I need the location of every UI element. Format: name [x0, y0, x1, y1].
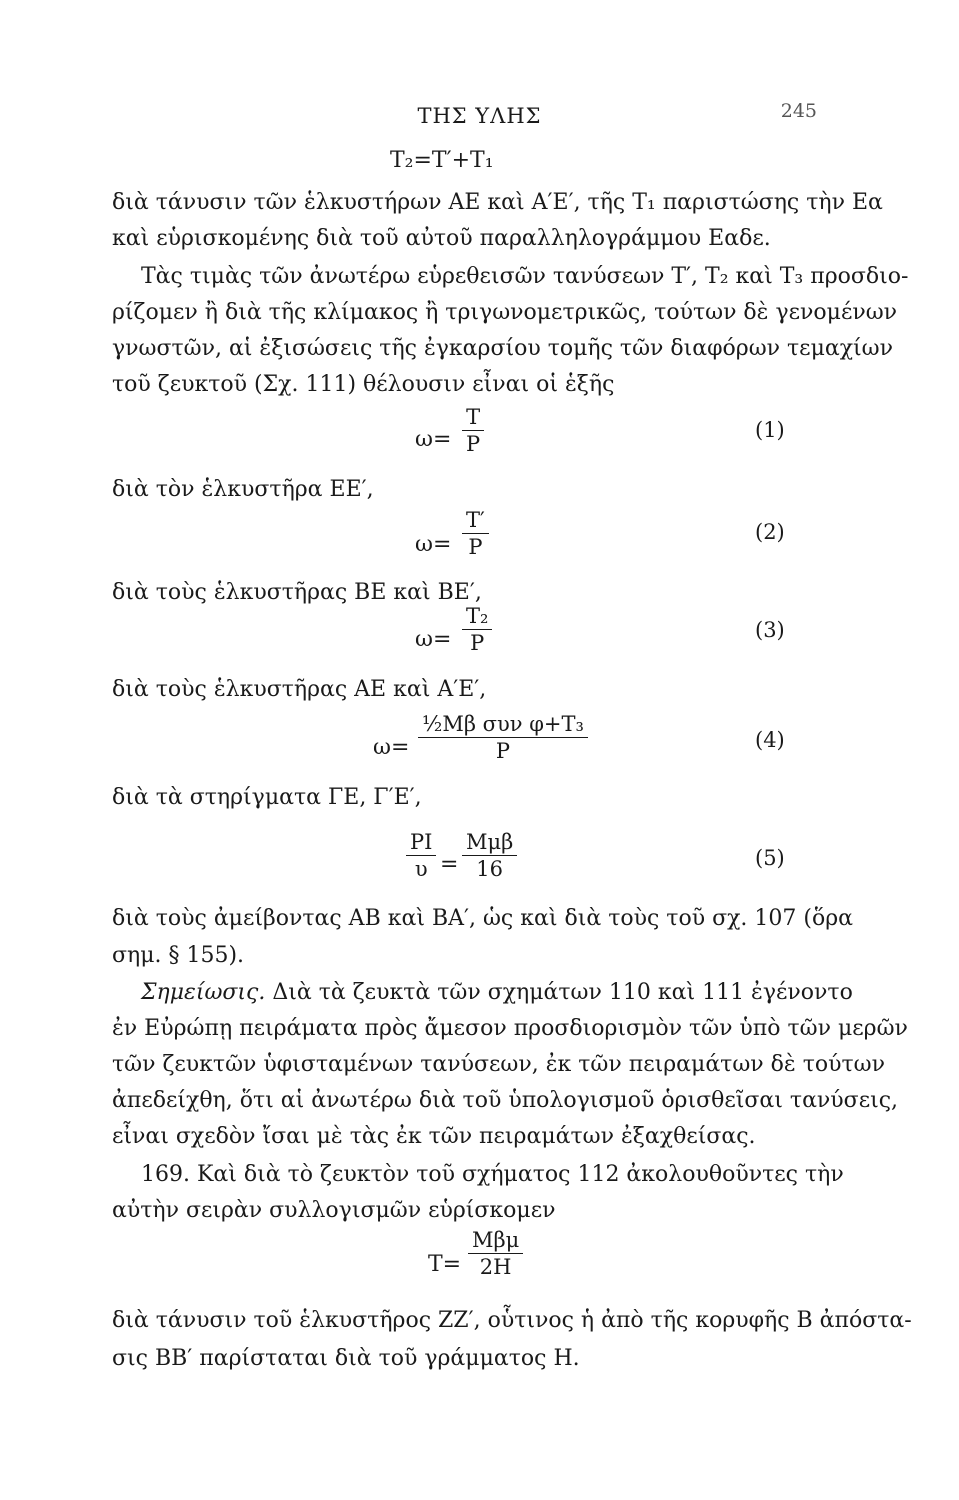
text-after-eq4: διὰ τὰ στηρίγματα ΓΕ, Γ′Ε′,: [112, 785, 422, 810]
para1-line-2: καὶ εὑρισκομένης διὰ τοῦ αὐτοῦ παραλληλογράμμου Εαδε.: [112, 226, 771, 251]
eq6-lhs: T=: [428, 1252, 462, 1277]
note-line-3: τῶν ζευκτῶν ὑφισταμένων τανύσεων, ἐκ τῶν πειραμάτων δὲ τούτων: [112, 1052, 885, 1077]
para3-line-2: σημ. § 155).: [112, 943, 245, 968]
text-after-eq2: διὰ τοὺς ἑλκυστῆρας ΒΕ καὶ ΒΕ′,: [112, 580, 482, 605]
running-header: ΤΗΣ ΥΛΗΣ: [417, 104, 542, 128]
eq4-fraction: [418, 712, 588, 763]
eq1-denominator: P: [466, 432, 481, 456]
para5-line-2: σις ΒΒ′ παρίσταται διὰ τοῦ γράμματος Η.: [112, 1346, 580, 1371]
eq2-fraction: [462, 508, 489, 559]
note-line-2: ἐν Εὐρώπῃ πειράματα πρὸς ἄμεσον προσδιορισμὸν τῶν ὑπὸ τῶν μερῶν: [112, 1016, 908, 1041]
eq5-denominator: 16: [476, 857, 504, 881]
eq5-lhs-denominator: υ: [414, 857, 428, 881]
para3-line-1: διὰ τοὺς ἀμείβοντας ΑΒ καὶ ΒΑ′, ὡς καὶ διὰ τοὺς τοῦ σχ. 107 (ὅρα: [112, 906, 854, 931]
fraction-bar: [406, 855, 436, 856]
eq4-label: (4): [755, 728, 785, 752]
para1-line-1: διὰ τάνυσιν τῶν ἑλκυστήρων ΑΕ καὶ Α′Ε′, τῆς T₁ παριστώσης τὴν Εα: [112, 190, 883, 215]
text-after-eq3: διὰ τοὺς ἑλκυστῆρας ΑΕ καὶ Α′Ε′,: [112, 677, 487, 702]
eq5-numerator: Μμβ: [466, 830, 514, 854]
para2-line-4: τοῦ ζευκτοῦ (Σχ. 111) θέλουσιν εἶναι οἱ ἑξῆς: [112, 372, 615, 397]
eq6-denominator: 2H: [479, 1255, 512, 1279]
eq1-label: (1): [755, 418, 785, 442]
eq6-fraction: [468, 1228, 523, 1279]
page-number: 245: [780, 100, 817, 122]
eq6-numerator: Μβμ: [472, 1228, 520, 1252]
fraction-bar: [462, 855, 517, 856]
fraction-bar: [462, 533, 489, 534]
eq1-numerator: T: [466, 405, 481, 429]
eq1-lhs: ω=: [415, 427, 452, 452]
eq3-fraction: [462, 604, 492, 655]
eq4-numerator: ½Μβ συν φ+T₃: [422, 712, 584, 736]
eq5-lhs-numerator: PI: [410, 830, 433, 854]
eq3-denominator: P: [470, 631, 485, 655]
eq5-equals: =: [440, 852, 459, 877]
note-text-1: Διὰ τὰ ζευκτὰ τῶν σχημάτων 110 καὶ 111 ἐγένοντο: [272, 980, 853, 1005]
eq4-denominator: P: [495, 739, 511, 763]
eq2-numerator: T′: [466, 508, 485, 532]
fraction-bar: [462, 430, 484, 431]
eq2-label: (2): [755, 520, 785, 544]
para5-line-1: διὰ τάνυσιν τοῦ ἑλκυστῆρος ΖΖ′, οὗτινος ἡ ἀπὸ τῆς κορυφῆς Β ἀπόστα-: [112, 1308, 912, 1333]
para2-line-1: Τὰς τιμὰς τῶν ἀνωτέρω εὑρεθεισῶν τανύσεων T′, T₂ καὶ T₃ προσδιο-: [141, 264, 909, 289]
note-heading: Σημείωσις.: [141, 980, 266, 1005]
eq3-lhs: ω=: [415, 627, 452, 652]
fraction-bar: [468, 1253, 523, 1254]
para4-line-2: αὐτὴν σειρὰν συλλογισμῶν εὑρίσκομεν: [112, 1198, 556, 1223]
note-line-1: [141, 980, 853, 1005]
fraction-bar: [418, 737, 588, 738]
para2-line-3: γνωστῶν, αἱ ἐξισώσεις τῆς ἐγκαρσίου τομῆς τῶν διαφόρων τεμαχίων: [112, 336, 893, 361]
eq5-lhs-fraction: [406, 830, 436, 881]
eq2-denominator: P: [468, 535, 483, 559]
eq2-lhs: ω=: [415, 532, 452, 557]
eq1-fraction: [462, 405, 484, 456]
fraction-bar: [462, 629, 492, 630]
eq5-fraction: [462, 830, 517, 881]
note-line-4: ἀπεδείχθη, ὅτι αἱ ἀνωτέρω διὰ τοῦ ὑπολογισμοῦ ὁρισθεῖσαι τανύσεις,: [112, 1088, 899, 1113]
para2-line-2: ρίζομεν ἢ διὰ τῆς κλίμακος ἢ τριγωνομετρικῶς, τούτων δὲ γενομένων: [112, 300, 898, 325]
note-line-5: εἶναι σχεδὸν ἴσαι μὲ τὰς ἐκ τῶν πειραμάτων ἐξαχθείσας.: [112, 1124, 756, 1149]
eq5-label: (5): [755, 846, 785, 870]
eq3-label: (3): [755, 618, 785, 642]
equation-top: T₂=T′+T₁: [390, 148, 494, 173]
para4-line-1: 169. Καὶ διὰ τὸ ζευκτὸν τοῦ σχήματος 112 ἀκολουθοῦντες τὴν: [141, 1162, 844, 1187]
eq3-numerator: T₂: [466, 604, 489, 628]
eq4-lhs: ω=: [373, 735, 410, 760]
text-after-eq1: διὰ τὸν ἑλκυστῆρα ΕΕ′,: [112, 477, 374, 502]
